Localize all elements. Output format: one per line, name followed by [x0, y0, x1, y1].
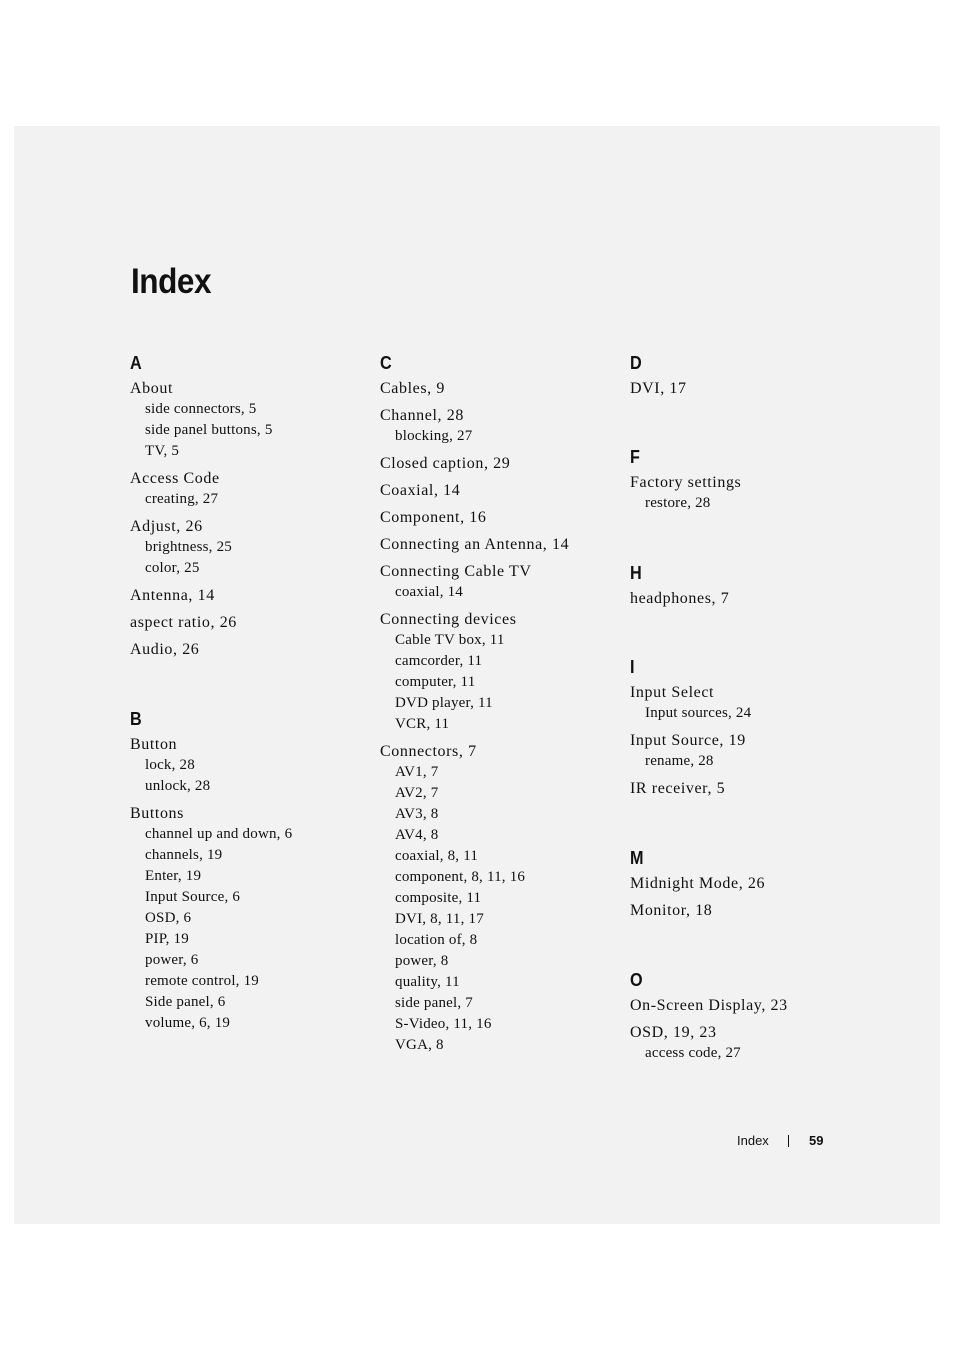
index-entry	[130, 585, 360, 606]
index-entry	[130, 468, 360, 510]
index-section-o	[630, 965, 860, 1064]
index-subterm: camcorder, 11	[395, 653, 483, 669]
index-section-m	[630, 843, 860, 921]
index-term: Closed caption, 29	[380, 455, 511, 472]
index-entry	[130, 734, 360, 797]
index-entry	[380, 405, 610, 447]
section-letter: I	[630, 657, 635, 677]
index-entry	[380, 507, 610, 528]
index-entry	[380, 534, 610, 555]
index-section-d	[630, 348, 860, 399]
index-entry	[630, 730, 860, 772]
index-term: Channel, 28	[380, 407, 464, 424]
index-section-b	[130, 704, 360, 1034]
index-entry	[630, 588, 860, 609]
index-subterm: DVI, 8, 11, 17	[395, 911, 484, 927]
index-entry	[380, 480, 610, 501]
index-section-i	[630, 652, 860, 799]
index-entry	[130, 516, 360, 579]
index-term: Input Select	[630, 684, 715, 701]
index-subterm: S-Video, 11, 16	[395, 1016, 492, 1032]
index-subterm: remote control, 19	[145, 973, 259, 989]
index-subterm: composite, 11	[395, 890, 482, 906]
index-term: Connecting an Antenna, 14	[380, 536, 570, 553]
index-subterm: AV2, 7	[395, 785, 439, 801]
footer-label: Index	[737, 1133, 769, 1148]
index-subterm: rename, 28	[645, 753, 714, 769]
index-section-f	[630, 442, 860, 514]
index-subterm: channel up and down, 6	[145, 826, 293, 842]
index-subterm: blocking, 27	[395, 428, 473, 444]
index-subterm: DVD player, 11	[395, 695, 493, 711]
index-subterm: quality, 11	[395, 974, 460, 990]
index-subterm: power, 8	[395, 953, 449, 969]
footer-separator	[788, 1135, 789, 1147]
index-term: Connecting devices	[380, 611, 517, 628]
index-term: Midnight Mode, 26	[630, 875, 766, 892]
index-subterm: access code, 27	[645, 1045, 741, 1061]
index-entry	[630, 995, 860, 1016]
index-term: Audio, 26	[130, 641, 200, 658]
index-subterm: component, 8, 11, 16	[395, 869, 526, 885]
index-entry	[130, 378, 360, 462]
index-term: Button	[130, 736, 178, 753]
index-entry	[630, 378, 860, 399]
index-subterm: TV, 5	[145, 443, 180, 459]
index-entry	[380, 561, 610, 603]
index-entry	[630, 472, 860, 514]
index-subterm: restore, 28	[645, 495, 711, 511]
index-subterm: coaxial, 8, 11	[395, 848, 479, 864]
index-subterm: creating, 27	[145, 491, 219, 507]
index-entry	[130, 803, 360, 1034]
index-term: Connecting Cable TV	[380, 563, 532, 580]
index-subterm: OSD, 6	[145, 910, 192, 926]
index-entry	[630, 1022, 860, 1064]
index-term: Factory settings	[630, 474, 742, 491]
index-subterm: Input Source, 6	[145, 889, 241, 905]
index-term: Monitor, 18	[630, 902, 713, 919]
index-entry	[630, 682, 860, 724]
index-subterm: PIP, 19	[145, 931, 189, 947]
index-term: OSD, 19, 23	[630, 1024, 717, 1041]
index-term: Adjust, 26	[130, 518, 203, 535]
index-subterm: power, 6	[145, 952, 199, 968]
index-term: Access Code	[130, 470, 220, 487]
index-term: Buttons	[130, 805, 184, 822]
page-title: Index	[131, 262, 212, 301]
index-subterm: VGA, 8	[395, 1037, 444, 1053]
index-term: aspect ratio, 26	[130, 614, 237, 631]
section-letter: H	[630, 563, 642, 583]
index-entry	[630, 900, 860, 921]
section-letter: B	[130, 709, 142, 729]
index-section-h	[630, 558, 860, 609]
index-term: Coaxial, 14	[380, 482, 461, 499]
section-letter: M	[630, 848, 644, 868]
index-entry	[380, 453, 610, 474]
index-subterm: coaxial, 14	[395, 584, 464, 600]
index-section-c	[380, 348, 610, 1056]
index-term: On-Screen Display, 23	[630, 997, 788, 1014]
index-subterm: AV3, 8	[395, 806, 439, 822]
index-term: Input Source, 19	[630, 732, 746, 749]
index-term: Connectors, 7	[380, 743, 477, 760]
index-subterm: location of, 8	[395, 932, 478, 948]
section-letter: F	[630, 447, 640, 467]
section-letter: C	[380, 353, 392, 373]
index-term: Antenna, 14	[130, 587, 215, 604]
index-entry	[630, 873, 860, 894]
index-subterm: channels, 19	[145, 847, 223, 863]
index-subterm: unlock, 28	[145, 778, 211, 794]
index-term: About	[130, 380, 173, 397]
index-subterm: color, 25	[145, 560, 200, 576]
index-subterm: Cable TV box, 11	[395, 632, 505, 648]
index-subterm: side connectors, 5	[145, 401, 257, 417]
index-entry	[380, 741, 610, 1056]
index-subterm: computer, 11	[395, 674, 476, 690]
index-term: DVI, 17	[630, 380, 687, 397]
index-subterm: side panel buttons, 5	[145, 422, 273, 438]
index-term: IR receiver, 5	[630, 780, 726, 797]
index-entry	[130, 639, 360, 660]
index-subterm: side panel, 7	[395, 995, 473, 1011]
index-subterm: VCR, 11	[395, 716, 450, 732]
index-section-a	[130, 348, 360, 660]
section-letter: O	[630, 970, 643, 990]
index-subterm: brightness, 25	[145, 539, 232, 555]
index-entry	[630, 778, 860, 799]
index-subterm: AV4, 8	[395, 827, 439, 843]
index-subterm: volume, 6, 19	[145, 1015, 231, 1031]
index-term: headphones, 7	[630, 590, 730, 607]
page-number: 59	[809, 1133, 824, 1148]
index-entry	[130, 612, 360, 633]
index-entry	[380, 609, 610, 735]
index-subterm: Enter, 19	[145, 868, 202, 884]
index-term: Cables, 9	[380, 380, 445, 397]
index-subterm: Input sources, 24	[645, 705, 752, 721]
index-subterm: AV1, 7	[395, 764, 439, 780]
index-entry	[380, 378, 610, 399]
section-letter: D	[630, 353, 642, 373]
index-term: Component, 16	[380, 509, 487, 526]
section-letter: A	[130, 353, 142, 373]
index-subterm: lock, 28	[145, 757, 195, 773]
index-subterm: Side panel, 6	[145, 994, 226, 1010]
